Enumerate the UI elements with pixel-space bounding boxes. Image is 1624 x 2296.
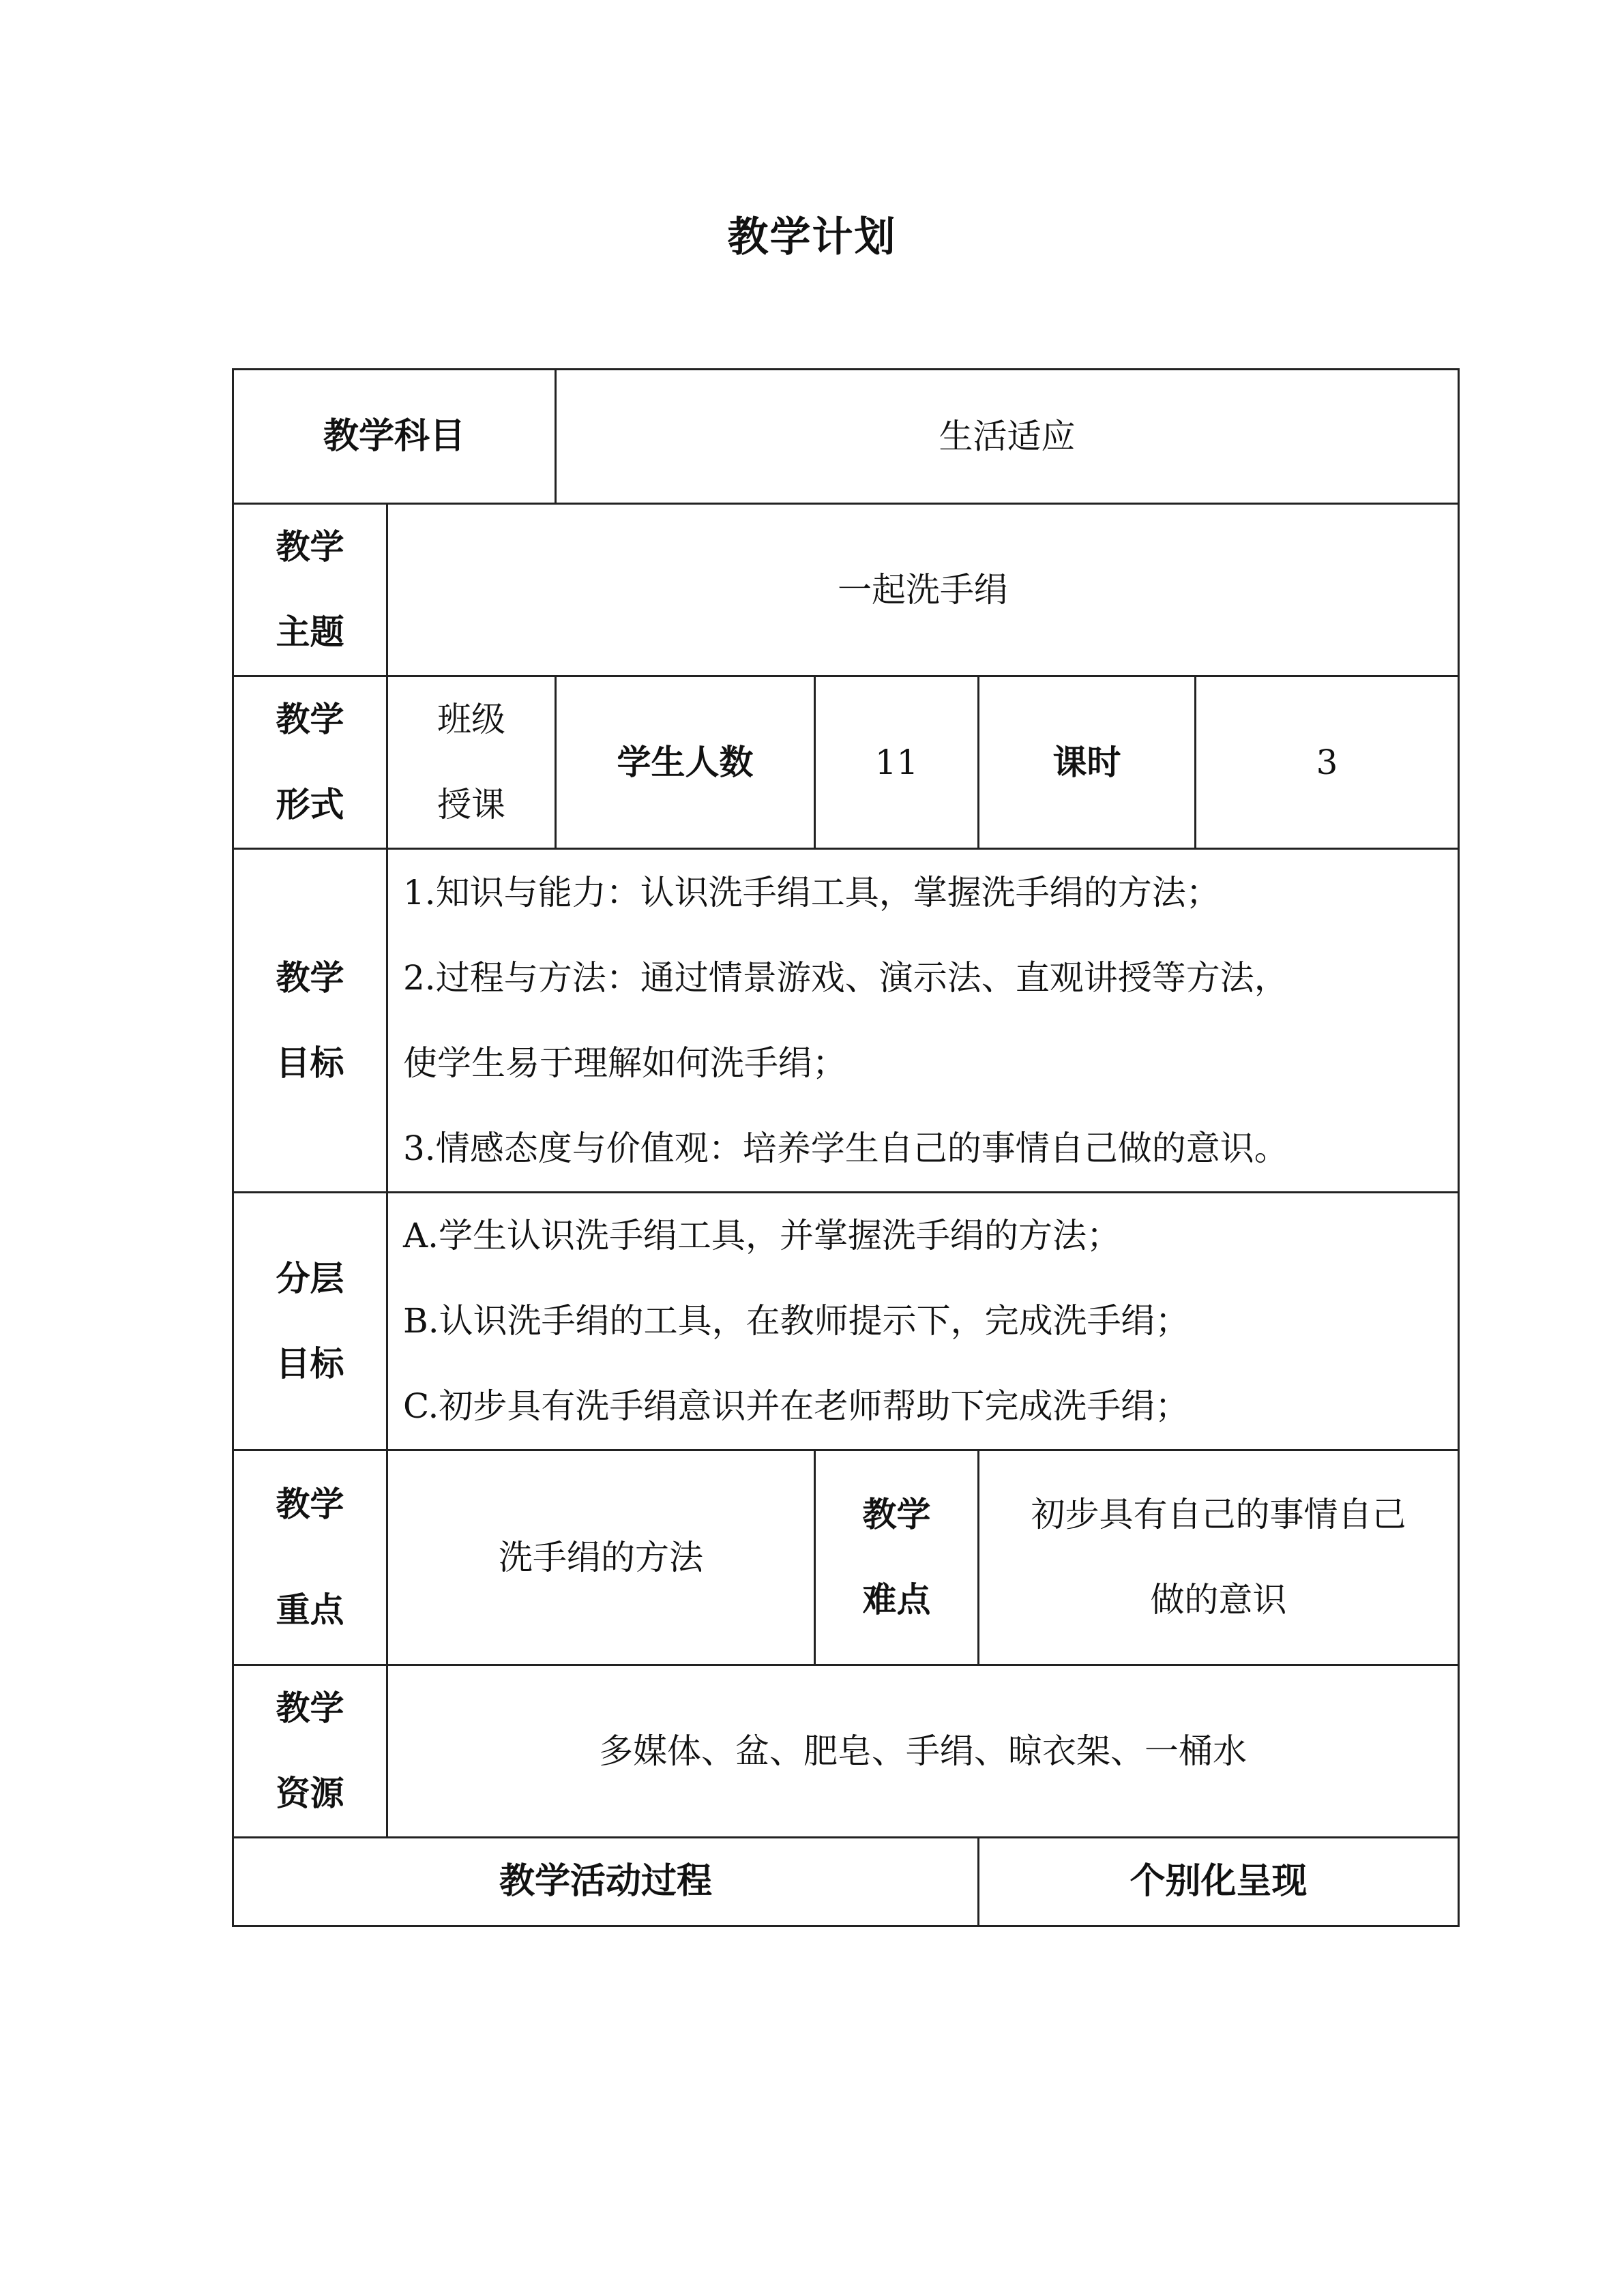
goals-content (387, 849, 1459, 1193)
hours-label: 课时 (979, 676, 1196, 849)
resources-value: 多媒体、盆、肥皂、手绢、晾衣架、一桶水 (387, 1665, 1459, 1838)
layered-goal-line: A.学生认识洗手绢工具，并掌握洗手绢的方法； (403, 1216, 1121, 1255)
hours-value: 3 (1196, 676, 1459, 849)
goals-row (233, 849, 1459, 1193)
resources-row (233, 1665, 1459, 1838)
students-label: 学生人数 (556, 676, 815, 849)
page-title: 教学计划 (727, 213, 897, 261)
layered-goals-label: 分层 目标 (233, 1193, 387, 1450)
theme-label: 教学 主题 (233, 504, 387, 676)
layered-goals-row (233, 1193, 1459, 1450)
subject-row (233, 370, 1459, 504)
goal-line: 使学生易于理解如何洗手绢； (403, 1043, 846, 1083)
subject-value: 生活适应 (556, 370, 1459, 504)
layered-goal-line: C.初步具有洗手绢意识并在老师帮助下完成洗手绢； (403, 1386, 1190, 1426)
goal-line: 2.过程与方法：通过情景游戏、演示法、直观讲授等方法， (403, 957, 1288, 998)
layered-goal-line: B.认识洗手绢的工具，在教师提示下，完成洗手绢； (403, 1301, 1190, 1341)
goal-line: 3.情感态度与价值观：培养学生自己的事情自己做的意识。 (403, 1128, 1288, 1168)
difficulty-value: 初步具有自己的事情自己 做的意识 (979, 1450, 1459, 1665)
process-header: 教学活动过程 (233, 1838, 979, 1926)
students-value: 11 (815, 676, 979, 849)
subject-label: 教学科目 (233, 370, 556, 504)
lesson-plan-table (232, 368, 1460, 1927)
focus-value: 洗手绢的方法 (387, 1450, 815, 1665)
resources-label: 教学 资源 (233, 1665, 387, 1838)
goal-line: 1.知识与能力：认识洗手绢工具，掌握洗手绢的方法； (403, 872, 1220, 912)
focus-label: 教学 重点 (233, 1450, 387, 1665)
individual-header: 个别化呈现 (979, 1838, 1459, 1926)
difficulty-label: 教学 难点 (815, 1450, 979, 1665)
goals-label: 教学 目标 (233, 849, 387, 1193)
theme-value: 一起洗手绢 (387, 504, 1459, 676)
layered-goals-content (387, 1193, 1459, 1450)
focus-row (233, 1450, 1459, 1665)
form-value: 班级 授课 (387, 676, 556, 849)
form-row (233, 676, 1459, 849)
form-label: 教学 形式 (233, 676, 387, 849)
theme-row (233, 504, 1459, 676)
process-header-row (233, 1838, 1459, 1926)
